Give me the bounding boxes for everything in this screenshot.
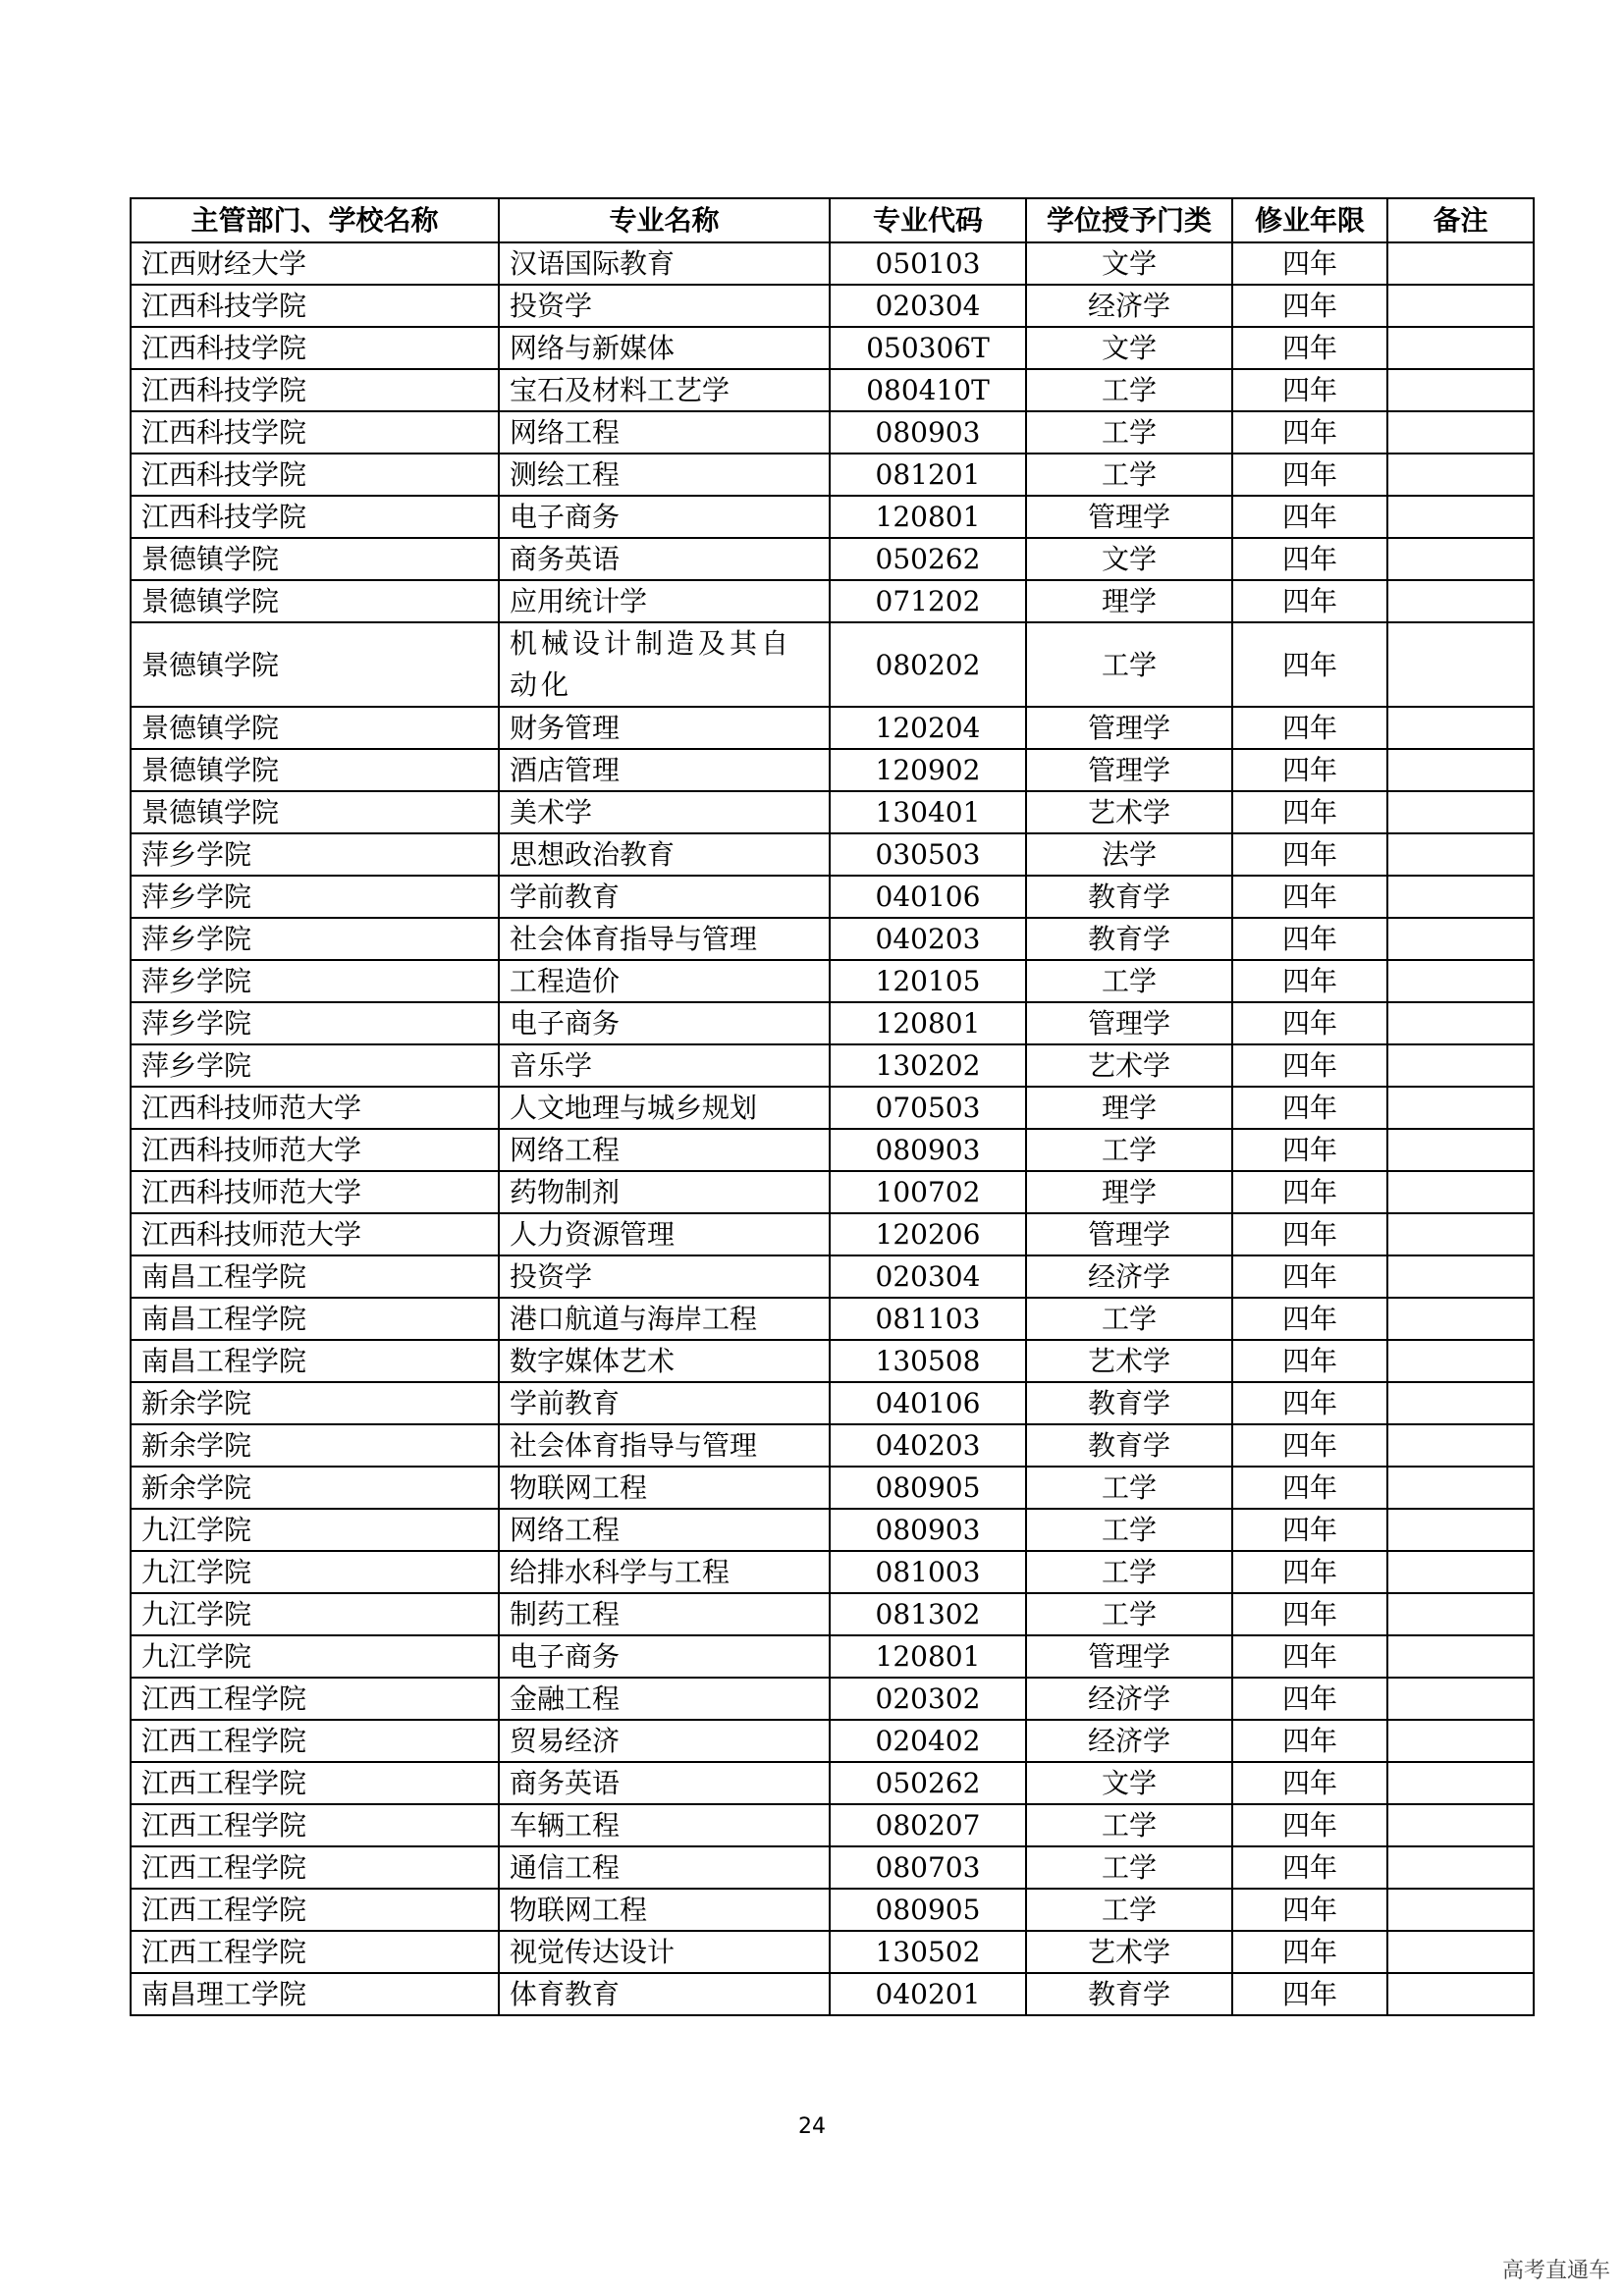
cell-study-years: 四年 [1232, 1762, 1387, 1804]
cell-major-name: 网络工程 [499, 1129, 830, 1171]
cell-major-name: 物联网工程 [499, 1889, 830, 1931]
cell-school: 新余学院 [131, 1467, 499, 1509]
table-row [131, 876, 1534, 918]
cell-study-years: 四年 [1232, 1213, 1387, 1255]
cell-major-code: 080207 [830, 1804, 1026, 1846]
cell-degree-category: 管理学 [1026, 1213, 1232, 1255]
cell-school: 江西科技学院 [131, 285, 499, 327]
cell-degree-category: 经济学 [1026, 1678, 1232, 1720]
cell-remarks [1387, 1973, 1534, 2015]
cell-remarks [1387, 876, 1534, 918]
cell-degree-category: 文学 [1026, 242, 1232, 285]
cell-school: 南昌工程学院 [131, 1298, 499, 1340]
table-row [131, 1213, 1534, 1255]
table-row [131, 1678, 1534, 1720]
cell-major-name: 视觉传达设计 [499, 1931, 830, 1973]
cell-degree-category: 文学 [1026, 538, 1232, 580]
cell-degree-category: 工学 [1026, 1298, 1232, 1340]
cell-remarks [1387, 1889, 1534, 1931]
table-row [131, 538, 1534, 580]
cell-major-code: 120801 [830, 496, 1026, 538]
cell-study-years: 四年 [1232, 1931, 1387, 1973]
cell-major-name: 网络与新媒体 [499, 327, 830, 369]
cell-school: 景德镇学院 [131, 791, 499, 833]
cell-study-years: 四年 [1232, 1382, 1387, 1424]
cell-degree-category: 文学 [1026, 1762, 1232, 1804]
cell-study-years: 四年 [1232, 1551, 1387, 1593]
table-row [131, 1973, 1534, 2015]
cell-school: 南昌工程学院 [131, 1340, 499, 1382]
cell-major-name: 数字媒体艺术 [499, 1340, 830, 1382]
cell-study-years: 四年 [1232, 918, 1387, 960]
table-row [131, 242, 1534, 285]
cell-remarks [1387, 496, 1534, 538]
cell-remarks [1387, 918, 1534, 960]
table-row [131, 1593, 1534, 1635]
cell-degree-category: 工学 [1026, 622, 1232, 707]
cell-major-code: 120801 [830, 1002, 1026, 1044]
cell-degree-category: 管理学 [1026, 707, 1232, 749]
cell-remarks [1387, 1087, 1534, 1129]
cell-degree-category: 艺术学 [1026, 1340, 1232, 1382]
cell-study-years: 四年 [1232, 454, 1387, 496]
cell-study-years: 四年 [1232, 242, 1387, 285]
table-row [131, 791, 1534, 833]
cell-remarks [1387, 960, 1534, 1002]
cell-study-years: 四年 [1232, 1129, 1387, 1171]
table-row [131, 411, 1534, 454]
cell-study-years: 四年 [1232, 1593, 1387, 1635]
cell-major-code: 080903 [830, 1129, 1026, 1171]
cell-degree-category: 艺术学 [1026, 1044, 1232, 1087]
cell-major-code: 080903 [830, 1509, 1026, 1551]
cell-school: 萍乡学院 [131, 833, 499, 876]
cell-study-years: 四年 [1232, 1467, 1387, 1509]
cell-study-years: 四年 [1232, 538, 1387, 580]
cell-remarks [1387, 791, 1534, 833]
table-row [131, 1889, 1534, 1931]
cell-degree-category: 工学 [1026, 369, 1232, 411]
cell-school: 九江学院 [131, 1509, 499, 1551]
header-remarks: 备注 [1387, 198, 1534, 242]
cell-major-code: 081201 [830, 454, 1026, 496]
cell-school: 江西工程学院 [131, 1804, 499, 1846]
cell-degree-category: 经济学 [1026, 1255, 1232, 1298]
cell-study-years: 四年 [1232, 1509, 1387, 1551]
cell-major-name: 给排水科学与工程 [499, 1551, 830, 1593]
cell-major-name: 投资学 [499, 1255, 830, 1298]
cell-study-years: 四年 [1232, 1804, 1387, 1846]
cell-remarks [1387, 707, 1534, 749]
cell-major-name: 制药工程 [499, 1593, 830, 1635]
cell-school: 江西工程学院 [131, 1846, 499, 1889]
table-row [131, 1931, 1534, 1973]
table-header [131, 198, 1534, 242]
cell-degree-category: 工学 [1026, 454, 1232, 496]
table-row [131, 369, 1534, 411]
cell-remarks [1387, 1424, 1534, 1467]
cell-study-years: 四年 [1232, 1635, 1387, 1678]
cell-school: 南昌工程学院 [131, 1255, 499, 1298]
cell-major-code: 040201 [830, 1973, 1026, 2015]
cell-major-name: 商务英语 [499, 1762, 830, 1804]
cell-degree-category: 经济学 [1026, 285, 1232, 327]
cell-school: 江西科技师范大学 [131, 1087, 499, 1129]
table-row [131, 1129, 1534, 1171]
header-major-code: 专业代码 [830, 198, 1026, 242]
cell-school: 萍乡学院 [131, 876, 499, 918]
cell-remarks [1387, 1213, 1534, 1255]
cell-degree-category: 教育学 [1026, 918, 1232, 960]
cell-remarks [1387, 749, 1534, 791]
table-row [131, 1002, 1534, 1044]
cell-major-code: 130502 [830, 1931, 1026, 1973]
cell-study-years: 四年 [1232, 1846, 1387, 1889]
cell-major-code: 020402 [830, 1720, 1026, 1762]
cell-study-years: 四年 [1232, 1424, 1387, 1467]
cell-degree-category: 艺术学 [1026, 1931, 1232, 1973]
table-row [131, 1424, 1534, 1467]
table-row [131, 1635, 1534, 1678]
table-row [131, 1551, 1534, 1593]
cell-remarks [1387, 1762, 1534, 1804]
table-row [131, 960, 1534, 1002]
cell-major-name: 测绘工程 [499, 454, 830, 496]
cell-degree-category: 工学 [1026, 411, 1232, 454]
cell-major-code: 030503 [830, 833, 1026, 876]
cell-degree-category: 理学 [1026, 1087, 1232, 1129]
cell-remarks [1387, 327, 1534, 369]
cell-school: 九江学院 [131, 1551, 499, 1593]
cell-major-name: 社会体育指导与管理 [499, 918, 830, 960]
cell-study-years: 四年 [1232, 960, 1387, 1002]
cell-study-years: 四年 [1232, 285, 1387, 327]
cell-school: 江西工程学院 [131, 1931, 499, 1973]
cell-degree-category: 教育学 [1026, 876, 1232, 918]
table-row [131, 833, 1534, 876]
cell-major-code: 080410T [830, 369, 1026, 411]
cell-remarks [1387, 1382, 1534, 1424]
cell-study-years: 四年 [1232, 791, 1387, 833]
cell-major-code: 080903 [830, 411, 1026, 454]
cell-study-years: 四年 [1232, 1973, 1387, 2015]
cell-major-code: 120801 [830, 1635, 1026, 1678]
cell-major-code: 120902 [830, 749, 1026, 791]
cell-study-years: 四年 [1232, 369, 1387, 411]
cell-study-years: 四年 [1232, 1678, 1387, 1720]
cell-degree-category: 管理学 [1026, 749, 1232, 791]
cell-school: 江西工程学院 [131, 1678, 499, 1720]
cell-school: 萍乡学院 [131, 1044, 499, 1087]
cell-remarks [1387, 1593, 1534, 1635]
cell-study-years: 四年 [1232, 1002, 1387, 1044]
cell-study-years: 四年 [1232, 1340, 1387, 1382]
cell-major-name: 宝石及材料工艺学 [499, 369, 830, 411]
table-row [131, 1171, 1534, 1213]
cell-major-code: 040106 [830, 876, 1026, 918]
table-row [131, 327, 1534, 369]
cell-major-name: 电子商务 [499, 1635, 830, 1678]
cell-major-code: 050262 [830, 1762, 1026, 1804]
cell-major-code: 130401 [830, 791, 1026, 833]
cell-major-code: 081103 [830, 1298, 1026, 1340]
cell-major-name: 汉语国际教育 [499, 242, 830, 285]
table-row [131, 749, 1534, 791]
cell-study-years: 四年 [1232, 1889, 1387, 1931]
table-row [131, 707, 1534, 749]
cell-major-name: 网络工程 [499, 1509, 830, 1551]
cell-remarks [1387, 1298, 1534, 1340]
cell-school: 江西财经大学 [131, 242, 499, 285]
cell-major-name: 美术学 [499, 791, 830, 833]
cell-school: 萍乡学院 [131, 960, 499, 1002]
header-school: 主管部门、学校名称 [131, 198, 499, 242]
cell-major-code: 081003 [830, 1551, 1026, 1593]
cell-degree-category: 理学 [1026, 580, 1232, 622]
cell-major-code: 130202 [830, 1044, 1026, 1087]
cell-major-name: 物联网工程 [499, 1467, 830, 1509]
table-row [131, 1382, 1534, 1424]
cell-degree-category: 经济学 [1026, 1720, 1232, 1762]
cell-school: 江西工程学院 [131, 1762, 499, 1804]
cell-remarks [1387, 1129, 1534, 1171]
table-row [131, 1846, 1534, 1889]
cell-remarks [1387, 1255, 1534, 1298]
cell-study-years: 四年 [1232, 622, 1387, 707]
cell-remarks [1387, 454, 1534, 496]
cell-school: 江西工程学院 [131, 1720, 499, 1762]
cell-major-name: 港口航道与海岸工程 [499, 1298, 830, 1340]
cell-school: 景德镇学院 [131, 707, 499, 749]
cell-remarks [1387, 1931, 1534, 1973]
cell-degree-category: 法学 [1026, 833, 1232, 876]
cell-major-code: 071202 [830, 580, 1026, 622]
cell-remarks [1387, 369, 1534, 411]
page-number: 24 [798, 2114, 826, 2139]
cell-remarks [1387, 1340, 1534, 1382]
cell-school: 江西工程学院 [131, 1889, 499, 1931]
cell-remarks [1387, 1467, 1534, 1509]
cell-degree-category: 工学 [1026, 1551, 1232, 1593]
cell-school: 景德镇学院 [131, 538, 499, 580]
cell-study-years: 四年 [1232, 580, 1387, 622]
cell-remarks [1387, 1678, 1534, 1720]
cell-school: 江西科技师范大学 [131, 1171, 499, 1213]
cell-remarks [1387, 622, 1534, 707]
cell-study-years: 四年 [1232, 1255, 1387, 1298]
cell-major-code: 130508 [830, 1340, 1026, 1382]
cell-study-years: 四年 [1232, 1044, 1387, 1087]
cell-major-code: 040106 [830, 1382, 1026, 1424]
cell-major-code: 040203 [830, 1424, 1026, 1467]
cell-major-name: 电子商务 [499, 496, 830, 538]
cell-degree-category: 教育学 [1026, 1382, 1232, 1424]
cell-major-name: 学前教育 [499, 1382, 830, 1424]
cell-major-name: 应用统计学 [499, 580, 830, 622]
cell-major-code: 120206 [830, 1213, 1026, 1255]
cell-major-name: 投资学 [499, 285, 830, 327]
cell-major-code: 020304 [830, 1255, 1026, 1298]
cell-major-name: 药物制剂 [499, 1171, 830, 1213]
cell-major-code: 081302 [830, 1593, 1026, 1635]
cell-degree-category: 工学 [1026, 1509, 1232, 1551]
cell-major-code: 080202 [830, 622, 1026, 707]
cell-school: 景德镇学院 [131, 622, 499, 707]
cell-school: 新余学院 [131, 1424, 499, 1467]
cell-major-name: 贸易经济 [499, 1720, 830, 1762]
cell-major-name: 音乐学 [499, 1044, 830, 1087]
cell-study-years: 四年 [1232, 496, 1387, 538]
cell-degree-category: 工学 [1026, 960, 1232, 1002]
cell-school: 九江学院 [131, 1635, 499, 1678]
cell-remarks [1387, 1635, 1534, 1678]
cell-degree-category: 管理学 [1026, 1002, 1232, 1044]
cell-remarks [1387, 1804, 1534, 1846]
cell-study-years: 四年 [1232, 1171, 1387, 1213]
cell-major-name: 社会体育指导与管理 [499, 1424, 830, 1467]
cell-major-code: 080905 [830, 1889, 1026, 1931]
table-row [131, 580, 1534, 622]
cell-major-name: 工程造价 [499, 960, 830, 1002]
cell-remarks [1387, 538, 1534, 580]
cell-remarks [1387, 411, 1534, 454]
header-study-years: 修业年限 [1232, 198, 1387, 242]
cell-remarks [1387, 1720, 1534, 1762]
table-row [131, 1509, 1534, 1551]
cell-school: 江西科技学院 [131, 454, 499, 496]
table-row [131, 285, 1534, 327]
cell-school: 景德镇学院 [131, 580, 499, 622]
table-row [131, 1340, 1534, 1382]
cell-school: 新余学院 [131, 1382, 499, 1424]
header-row [131, 198, 1534, 242]
cell-major-code: 020302 [830, 1678, 1026, 1720]
majors-table [130, 197, 1535, 2016]
header-degree-category: 学位授予门类 [1026, 198, 1232, 242]
cell-major-name: 学前教育 [499, 876, 830, 918]
cell-school: 江西科技师范大学 [131, 1213, 499, 1255]
header-major-name: 专业名称 [499, 198, 830, 242]
cell-major-code: 120204 [830, 707, 1026, 749]
cell-remarks [1387, 285, 1534, 327]
cell-study-years: 四年 [1232, 707, 1387, 749]
cell-major-name: 人力资源管理 [499, 1213, 830, 1255]
cell-major-code: 080905 [830, 1467, 1026, 1509]
cell-major-name: 酒店管理 [499, 749, 830, 791]
table-row [131, 918, 1534, 960]
cell-degree-category: 教育学 [1026, 1973, 1232, 2015]
cell-remarks [1387, 1044, 1534, 1087]
cell-degree-category: 工学 [1026, 1804, 1232, 1846]
cell-degree-category: 工学 [1026, 1593, 1232, 1635]
cell-major-name: 商务英语 [499, 538, 830, 580]
table-row [131, 1467, 1534, 1509]
cell-school: 江西科技学院 [131, 327, 499, 369]
cell-major-code: 070503 [830, 1087, 1026, 1129]
cell-degree-category: 教育学 [1026, 1424, 1232, 1467]
table-row [131, 622, 1534, 707]
cell-study-years: 四年 [1232, 1087, 1387, 1129]
cell-study-years: 四年 [1232, 1298, 1387, 1340]
cell-remarks [1387, 1846, 1534, 1889]
cell-degree-category: 工学 [1026, 1846, 1232, 1889]
cell-major-code: 120105 [830, 960, 1026, 1002]
cell-major-name: 网络工程 [499, 411, 830, 454]
cell-major-name: 车辆工程 [499, 1804, 830, 1846]
table-row [131, 1720, 1534, 1762]
table-row [131, 1762, 1534, 1804]
cell-degree-category: 理学 [1026, 1171, 1232, 1213]
table-row [131, 1087, 1534, 1129]
cell-degree-category: 工学 [1026, 1889, 1232, 1931]
cell-major-code: 050262 [830, 538, 1026, 580]
cell-degree-category: 工学 [1026, 1129, 1232, 1171]
cell-school: 南昌理工学院 [131, 1973, 499, 2015]
cell-major-name: 通信工程 [499, 1846, 830, 1889]
cell-study-years: 四年 [1232, 1720, 1387, 1762]
cell-study-years: 四年 [1232, 833, 1387, 876]
cell-school: 江西科技学院 [131, 496, 499, 538]
table-body [131, 242, 1534, 2015]
cell-study-years: 四年 [1232, 327, 1387, 369]
cell-major-code: 040203 [830, 918, 1026, 960]
cell-degree-category: 艺术学 [1026, 791, 1232, 833]
cell-degree-category: 文学 [1026, 327, 1232, 369]
cell-major-code: 100702 [830, 1171, 1026, 1213]
cell-school: 九江学院 [131, 1593, 499, 1635]
cell-major-code: 020304 [830, 285, 1026, 327]
cell-remarks [1387, 580, 1534, 622]
cell-remarks [1387, 1002, 1534, 1044]
cell-major-name: 体育教育 [499, 1973, 830, 2015]
cell-major-code: 080703 [830, 1846, 1026, 1889]
cell-school: 景德镇学院 [131, 749, 499, 791]
cell-school: 江西科技师范大学 [131, 1129, 499, 1171]
cell-remarks [1387, 1551, 1534, 1593]
cell-study-years: 四年 [1232, 411, 1387, 454]
cell-remarks [1387, 833, 1534, 876]
cell-major-name: 金融工程 [499, 1678, 830, 1720]
cell-major-name: 电子商务 [499, 1002, 830, 1044]
table-row [131, 496, 1534, 538]
cell-degree-category: 管理学 [1026, 496, 1232, 538]
cell-school: 江西科技学院 [131, 369, 499, 411]
table-row [131, 1298, 1534, 1340]
cell-major-name: 财务管理 [499, 707, 830, 749]
cell-remarks [1387, 1171, 1534, 1213]
table-row [131, 1044, 1534, 1087]
cell-school: 江西科技学院 [131, 411, 499, 454]
cell-school: 萍乡学院 [131, 918, 499, 960]
cell-degree-category: 工学 [1026, 1467, 1232, 1509]
cell-major-name: 思想政治教育 [499, 833, 830, 876]
cell-major-name: 机械设计制造及其自动化 [499, 622, 830, 707]
table-row [131, 1804, 1534, 1846]
table-row [131, 1255, 1534, 1298]
cell-school: 萍乡学院 [131, 1002, 499, 1044]
cell-degree-category: 管理学 [1026, 1635, 1232, 1678]
cell-remarks [1387, 242, 1534, 285]
cell-major-code: 050103 [830, 242, 1026, 285]
cell-study-years: 四年 [1232, 876, 1387, 918]
cell-study-years: 四年 [1232, 749, 1387, 791]
table-row [131, 454, 1534, 496]
watermark: 高考直通车 [1501, 2259, 1610, 2283]
cell-major-code: 050306T [830, 327, 1026, 369]
cell-remarks [1387, 1509, 1534, 1551]
cell-major-name: 人文地理与城乡规划 [499, 1087, 830, 1129]
